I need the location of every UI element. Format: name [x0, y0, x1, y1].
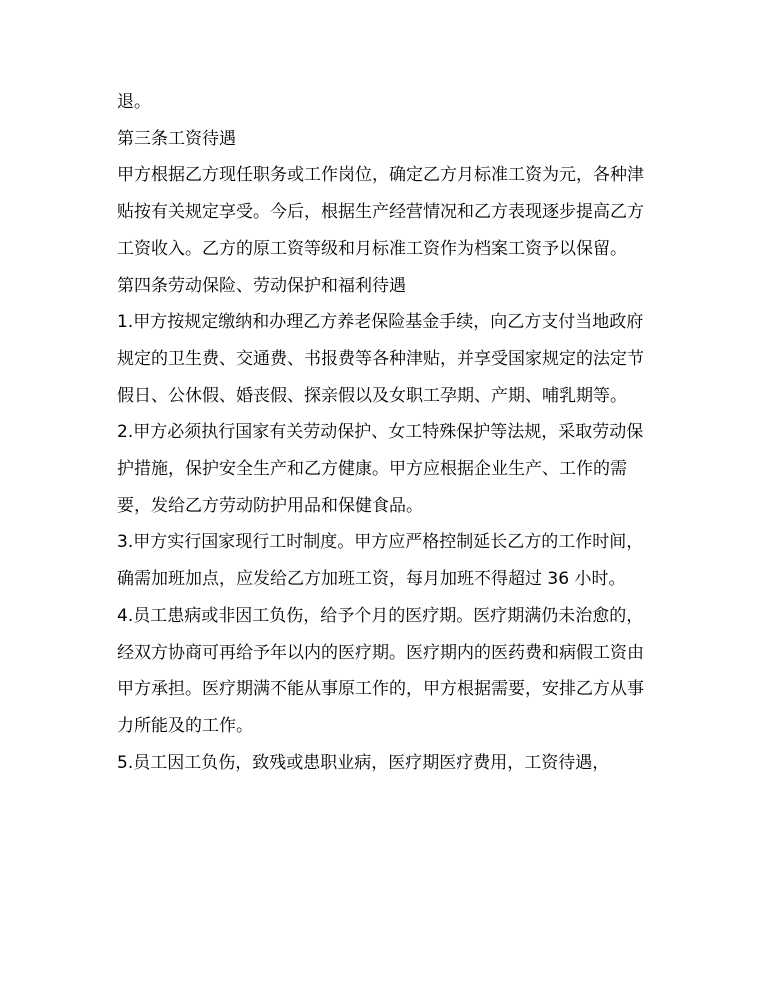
document-page [117, 84, 647, 781]
article-4-item-3: 3.甲方实行国家现行工时制度。甲方应严格控制延长乙方的工作时间，确需加班加点，应发给乙方加班工资，每月加班不得超过 36 小时。 [117, 532, 644, 590]
article-4-item-4: 4.员工患病或非因工负伤，给予个月的医疗期。医疗期满仍未治愈的，经双方协商可再给予年以内的医疗期。医疗期内的医药费和病假工资由甲方承担。医疗期满不能从事原工作的，甲方根据需要，安排乙方从事力所能及的工作。 [117, 605, 644, 736]
paragraph-continuation: 退。 [117, 92, 151, 112]
article-4-item-1: 1.甲方按规定缴纳和办理乙方养老保险基金手续，向乙方支付当地政府规定的卫生费、交通费、书报费等各种津贴，并享受国家规定的法定节假日、公休假、婚丧假、探亲假以及女职工孕期、产期、哺乳期等。 [117, 312, 644, 406]
article-4-item-2: 2.甲方必须执行国家有关劳动保护、女工特殊保护等法规，采取劳动保护措施，保护安全生产和乙方健康。甲方应根据企业生产、工作的需要，发给乙方劳动防护用品和保健食品。 [117, 422, 644, 516]
article-4-heading: 第四条劳动保险、劳动保护和福利待遇 [117, 275, 406, 296]
article-4-item-5: 5.员工因工负伤，致残或患职业病，医疗期医疗费用，工资待遇， [117, 752, 610, 773]
article-3-body: 甲方根据乙方现任职务或工作岗位，确定乙方月标准工资为元，各种津贴按有关规定享受。今后，根据生产经营情况和乙方表现逐步提高乙方工资收入。乙方的原工资等级和月标准工资作为档案工资予以保留。 [117, 165, 644, 259]
article-3-heading: 第三条工资待遇 [117, 128, 236, 149]
